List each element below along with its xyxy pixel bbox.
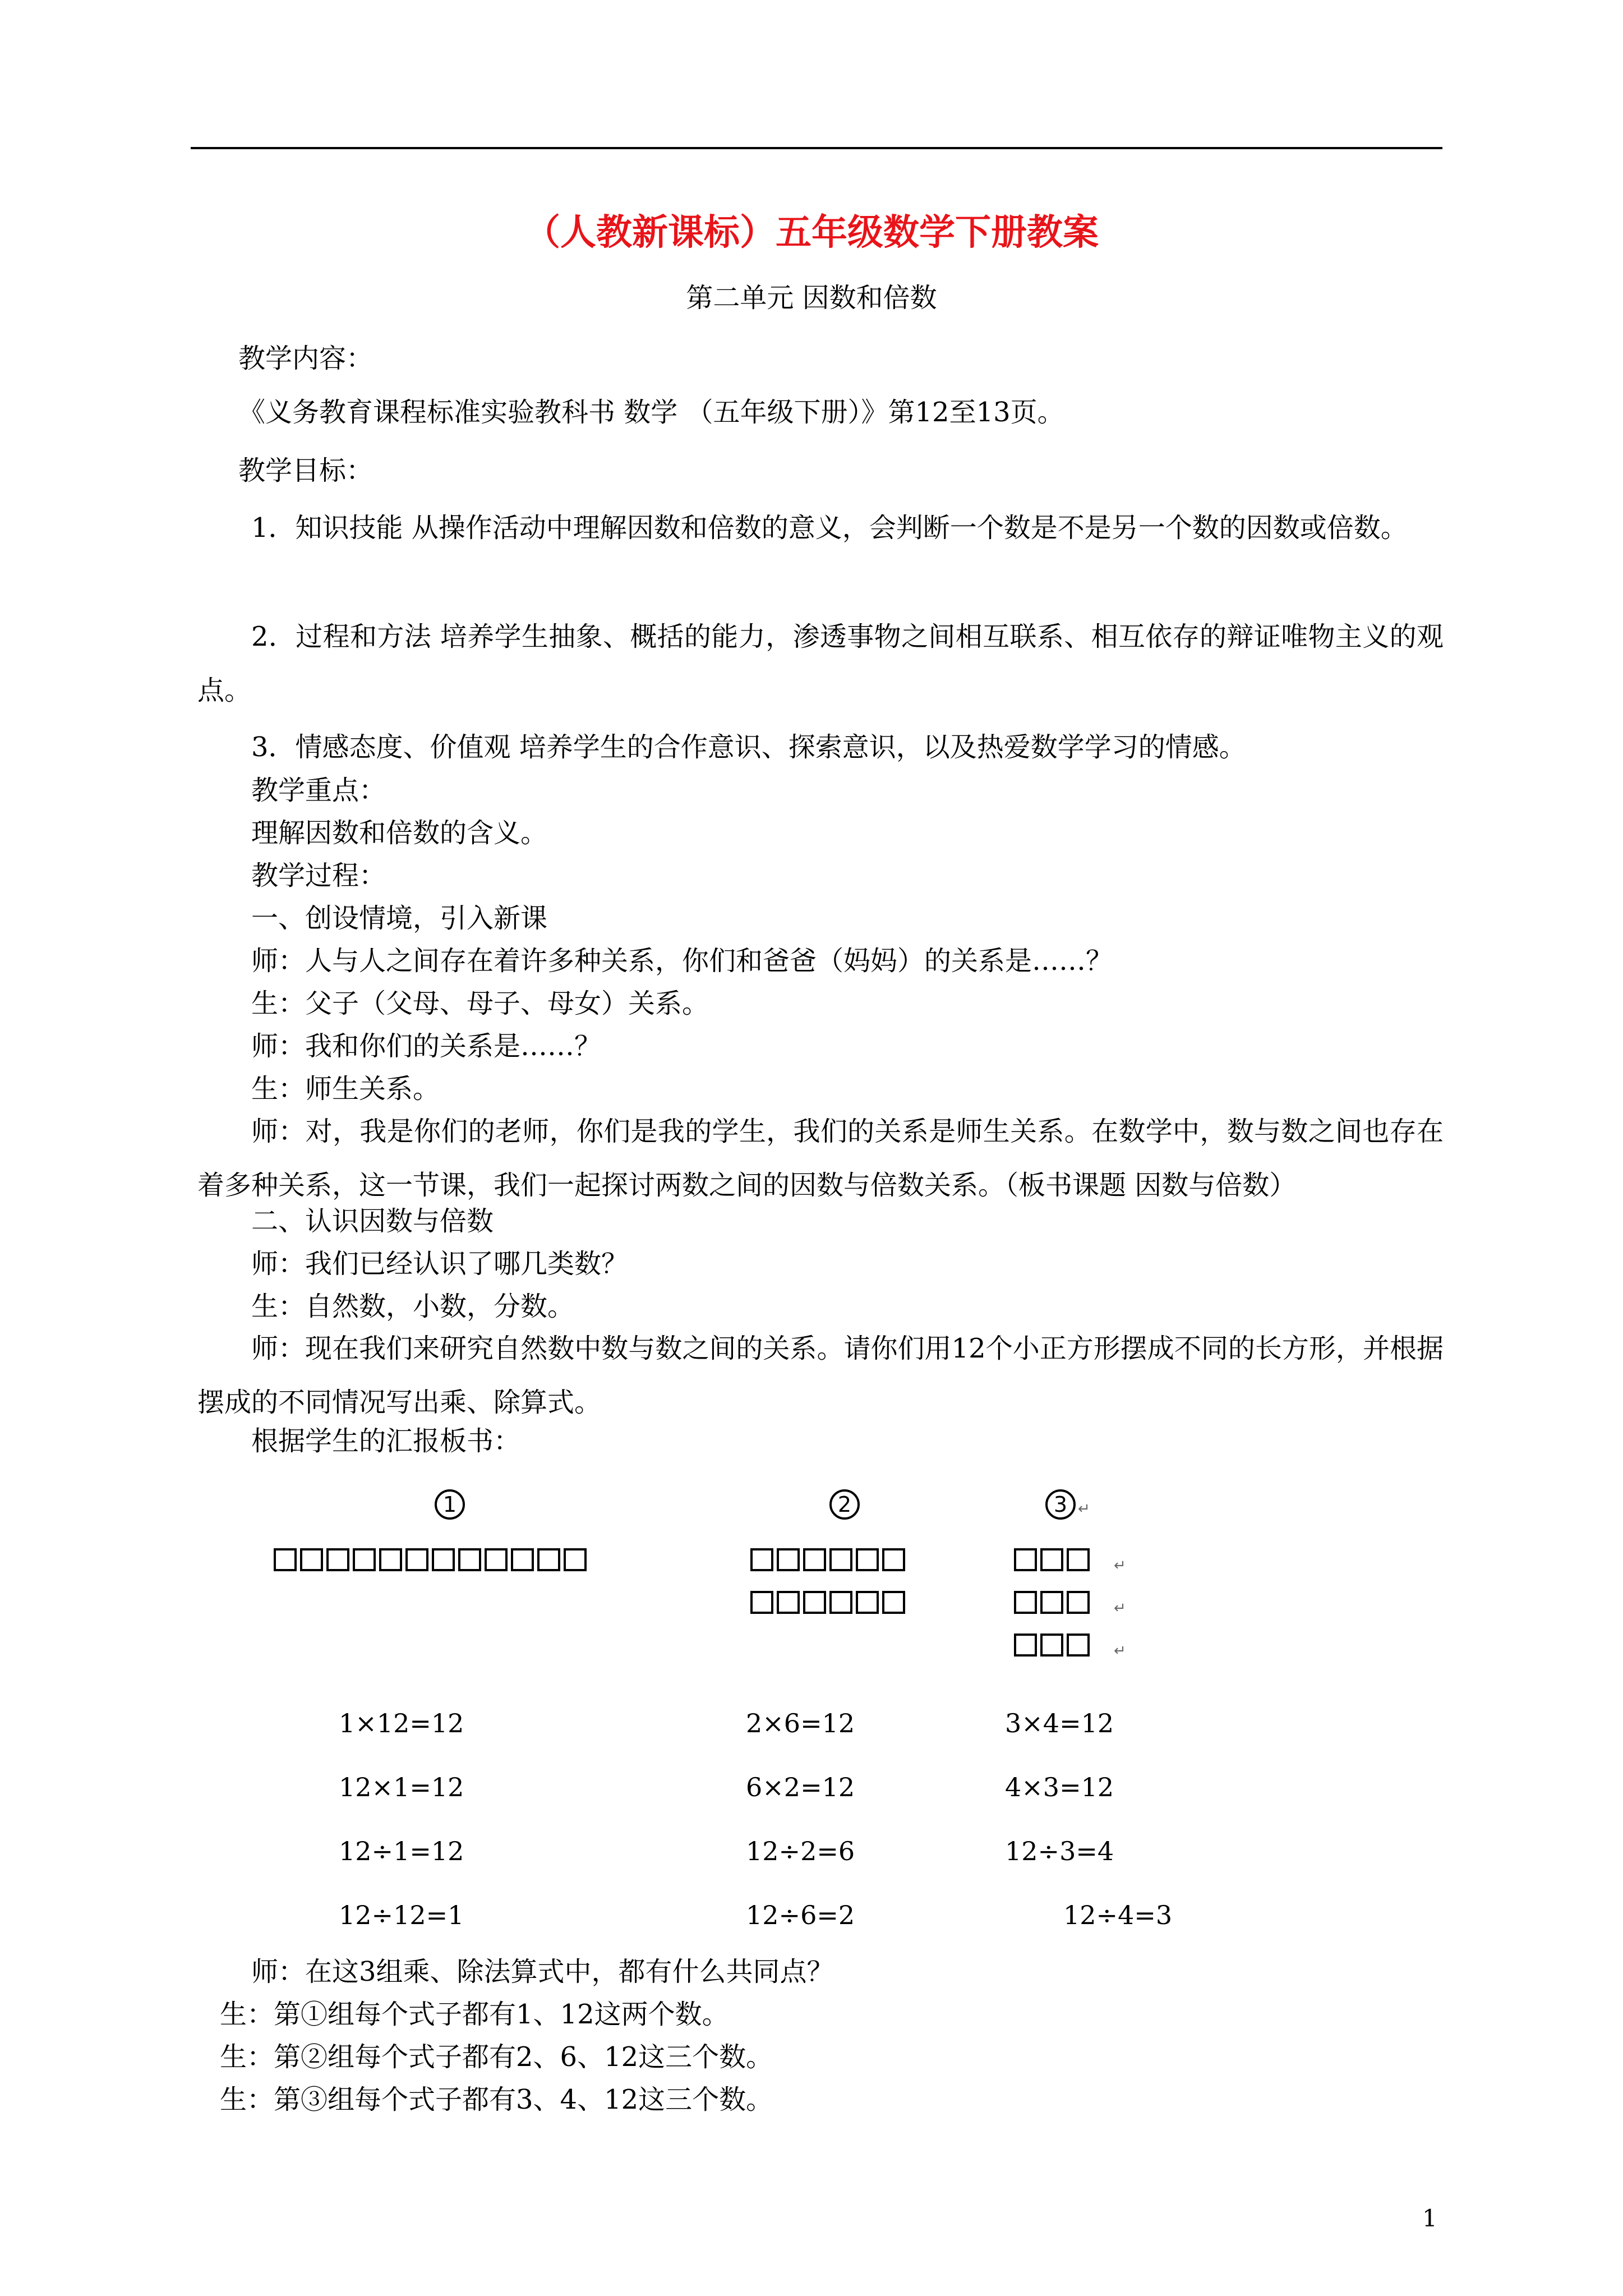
equation: 2×6=12	[746, 1708, 855, 1738]
unit-square	[432, 1548, 455, 1571]
page-number: 1	[1422, 2205, 1437, 2232]
dialogue-line: 生：第②组每个式子都有2、6、12这三个数。	[220, 2041, 773, 2073]
return-mark-icon: ↵	[1114, 1600, 1126, 1617]
dialogue-line: 生：自然数，小数，分数。	[251, 1291, 575, 1322]
group-1-circle-label: 1	[435, 1489, 465, 1520]
dialogue-line: 师：我们已经认识了哪几类数？	[251, 1248, 629, 1280]
unit-square	[537, 1548, 560, 1571]
goal-2: 2．过程和方法 培养学生抽象、概括的能力，渗透事物之间相互联系、相互依存的辩证唯物主义的观点。	[197, 621, 1444, 706]
unit-square	[750, 1548, 773, 1571]
unit-square	[1040, 1548, 1063, 1571]
dialogue-line: 师：在这3组乘、除法算式中，都有什么共同点？	[251, 1956, 834, 1987]
return-mark-icon: ↵	[1114, 1642, 1126, 1659]
equation: 12÷6=2	[746, 1900, 855, 1930]
dialogue-line: 师：人与人之间存在着许多种关系，你们和爸爸（妈妈）的关系是……？	[251, 945, 1113, 977]
group-3-circle-label: 3	[1045, 1489, 1076, 1520]
unit-square	[1040, 1591, 1063, 1614]
group-3-square-row	[1014, 1548, 1090, 1573]
equation: 12÷3=4	[1005, 1836, 1114, 1866]
return-mark-icon: ↵	[1078, 1501, 1090, 1517]
unit-square	[326, 1548, 349, 1571]
group-2-circle-label: 2	[829, 1489, 860, 1520]
unit-square	[458, 1548, 481, 1571]
goal-3: 3．情感态度、价值观 培养学生的合作意识、探索意识，以及热爱数学学习的情感。	[251, 731, 1246, 763]
unit-square	[856, 1591, 879, 1614]
return-mark-icon: ↵	[1114, 1557, 1126, 1574]
unit-square	[1040, 1634, 1063, 1657]
unit-square	[803, 1548, 826, 1571]
unit-square	[1067, 1548, 1090, 1571]
dialogue-line: 师：我和你们的关系是……？	[251, 1030, 602, 1062]
unit-square	[882, 1548, 905, 1571]
dialogue-paragraph: 师：现在我们来研究自然数中数与数之间的关系。请你们用12个小正方形摆成不同的长方形，并根据摆成的不同情况写出乘、除算式。	[197, 1333, 1444, 1418]
goals-label: 教学目标：	[238, 455, 374, 486]
unit-square	[511, 1548, 534, 1571]
document-title: （人教新课标）五年级数学下册教案	[524, 211, 1099, 254]
equation: 6×2=12	[746, 1772, 855, 1802]
content-text: 《义务教育课程标准实验教科书 数学 （五年级下册）》第12至13页。	[238, 397, 1064, 428]
unit-square	[777, 1591, 800, 1614]
unit-square	[1014, 1548, 1037, 1571]
focus-text: 理解因数和倍数的含义。	[251, 817, 548, 849]
goal-1: 1．知识技能 从操作活动中理解因数和倍数的意义，会判断一个数是不是另一个数的因数或倍数。	[251, 512, 1408, 544]
unit-square	[274, 1548, 297, 1571]
unit-square	[353, 1548, 376, 1571]
unit-square	[829, 1548, 852, 1571]
dialogue-line: 生：师生关系。	[251, 1073, 440, 1105]
unit-square	[856, 1548, 879, 1571]
equation: 12÷12=1	[339, 1900, 464, 1930]
equation: 12÷2=6	[746, 1836, 855, 1866]
dialogue-line: 生：第③组每个式子都有3、4、12这三个数。	[220, 2084, 773, 2115]
unit-square	[882, 1591, 905, 1614]
unit-square	[750, 1591, 773, 1614]
content-label: 教学内容：	[238, 343, 374, 374]
equation: 3×4=12	[1005, 1708, 1114, 1738]
equation: 12÷1=12	[339, 1836, 464, 1866]
header-rule	[191, 147, 1442, 149]
unit-square	[1067, 1634, 1090, 1657]
dialogue-line: 生：父子（父母、母子、母女）关系。	[251, 988, 709, 1019]
unit-square	[829, 1591, 852, 1614]
unit-square	[1067, 1591, 1090, 1614]
unit-square	[405, 1548, 428, 1571]
unit-square	[379, 1548, 402, 1571]
unit-square	[777, 1548, 800, 1571]
equation: 1×12=12	[339, 1708, 464, 1738]
unit-square	[300, 1548, 323, 1571]
equation: 12÷4=3	[1063, 1900, 1173, 1930]
section-heading-2: 二、认识因数与倍数	[251, 1205, 494, 1237]
equation: 12×1=12	[339, 1772, 464, 1802]
focus-label: 教学重点：	[251, 775, 386, 806]
unit-square	[803, 1591, 826, 1614]
dialogue-line: 生：第①组每个式子都有1、12这两个数。	[220, 1999, 729, 2030]
board-intro: 根据学生的汇报板书：	[251, 1425, 521, 1457]
dialogue-paragraph: 师：对，我是你们的老师，你们是我的学生，我们的关系是师生关系。在数学中，数与数之间也存在着多种关系，这一节课，我们一起探讨两数之间的因数与倍数关系。（板书课题 因数与倍数）	[197, 1116, 1444, 1201]
section-heading-1: 一、创设情境，引入新课	[251, 903, 548, 934]
group-2-square-row	[750, 1591, 905, 1616]
group-3-square-row	[1014, 1634, 1090, 1658]
group-2-square-row	[750, 1548, 905, 1573]
unit-square	[485, 1548, 508, 1571]
unit-square	[564, 1548, 587, 1571]
unit-square	[1014, 1634, 1037, 1657]
group-3-square-row	[1014, 1591, 1090, 1616]
document-subtitle: 第二单元 因数和倍数	[686, 282, 937, 314]
equation: 4×3=12	[1005, 1772, 1114, 1802]
group-1-square-row	[274, 1548, 587, 1573]
process-label: 教学过程：	[251, 860, 386, 891]
unit-square	[1014, 1591, 1037, 1614]
